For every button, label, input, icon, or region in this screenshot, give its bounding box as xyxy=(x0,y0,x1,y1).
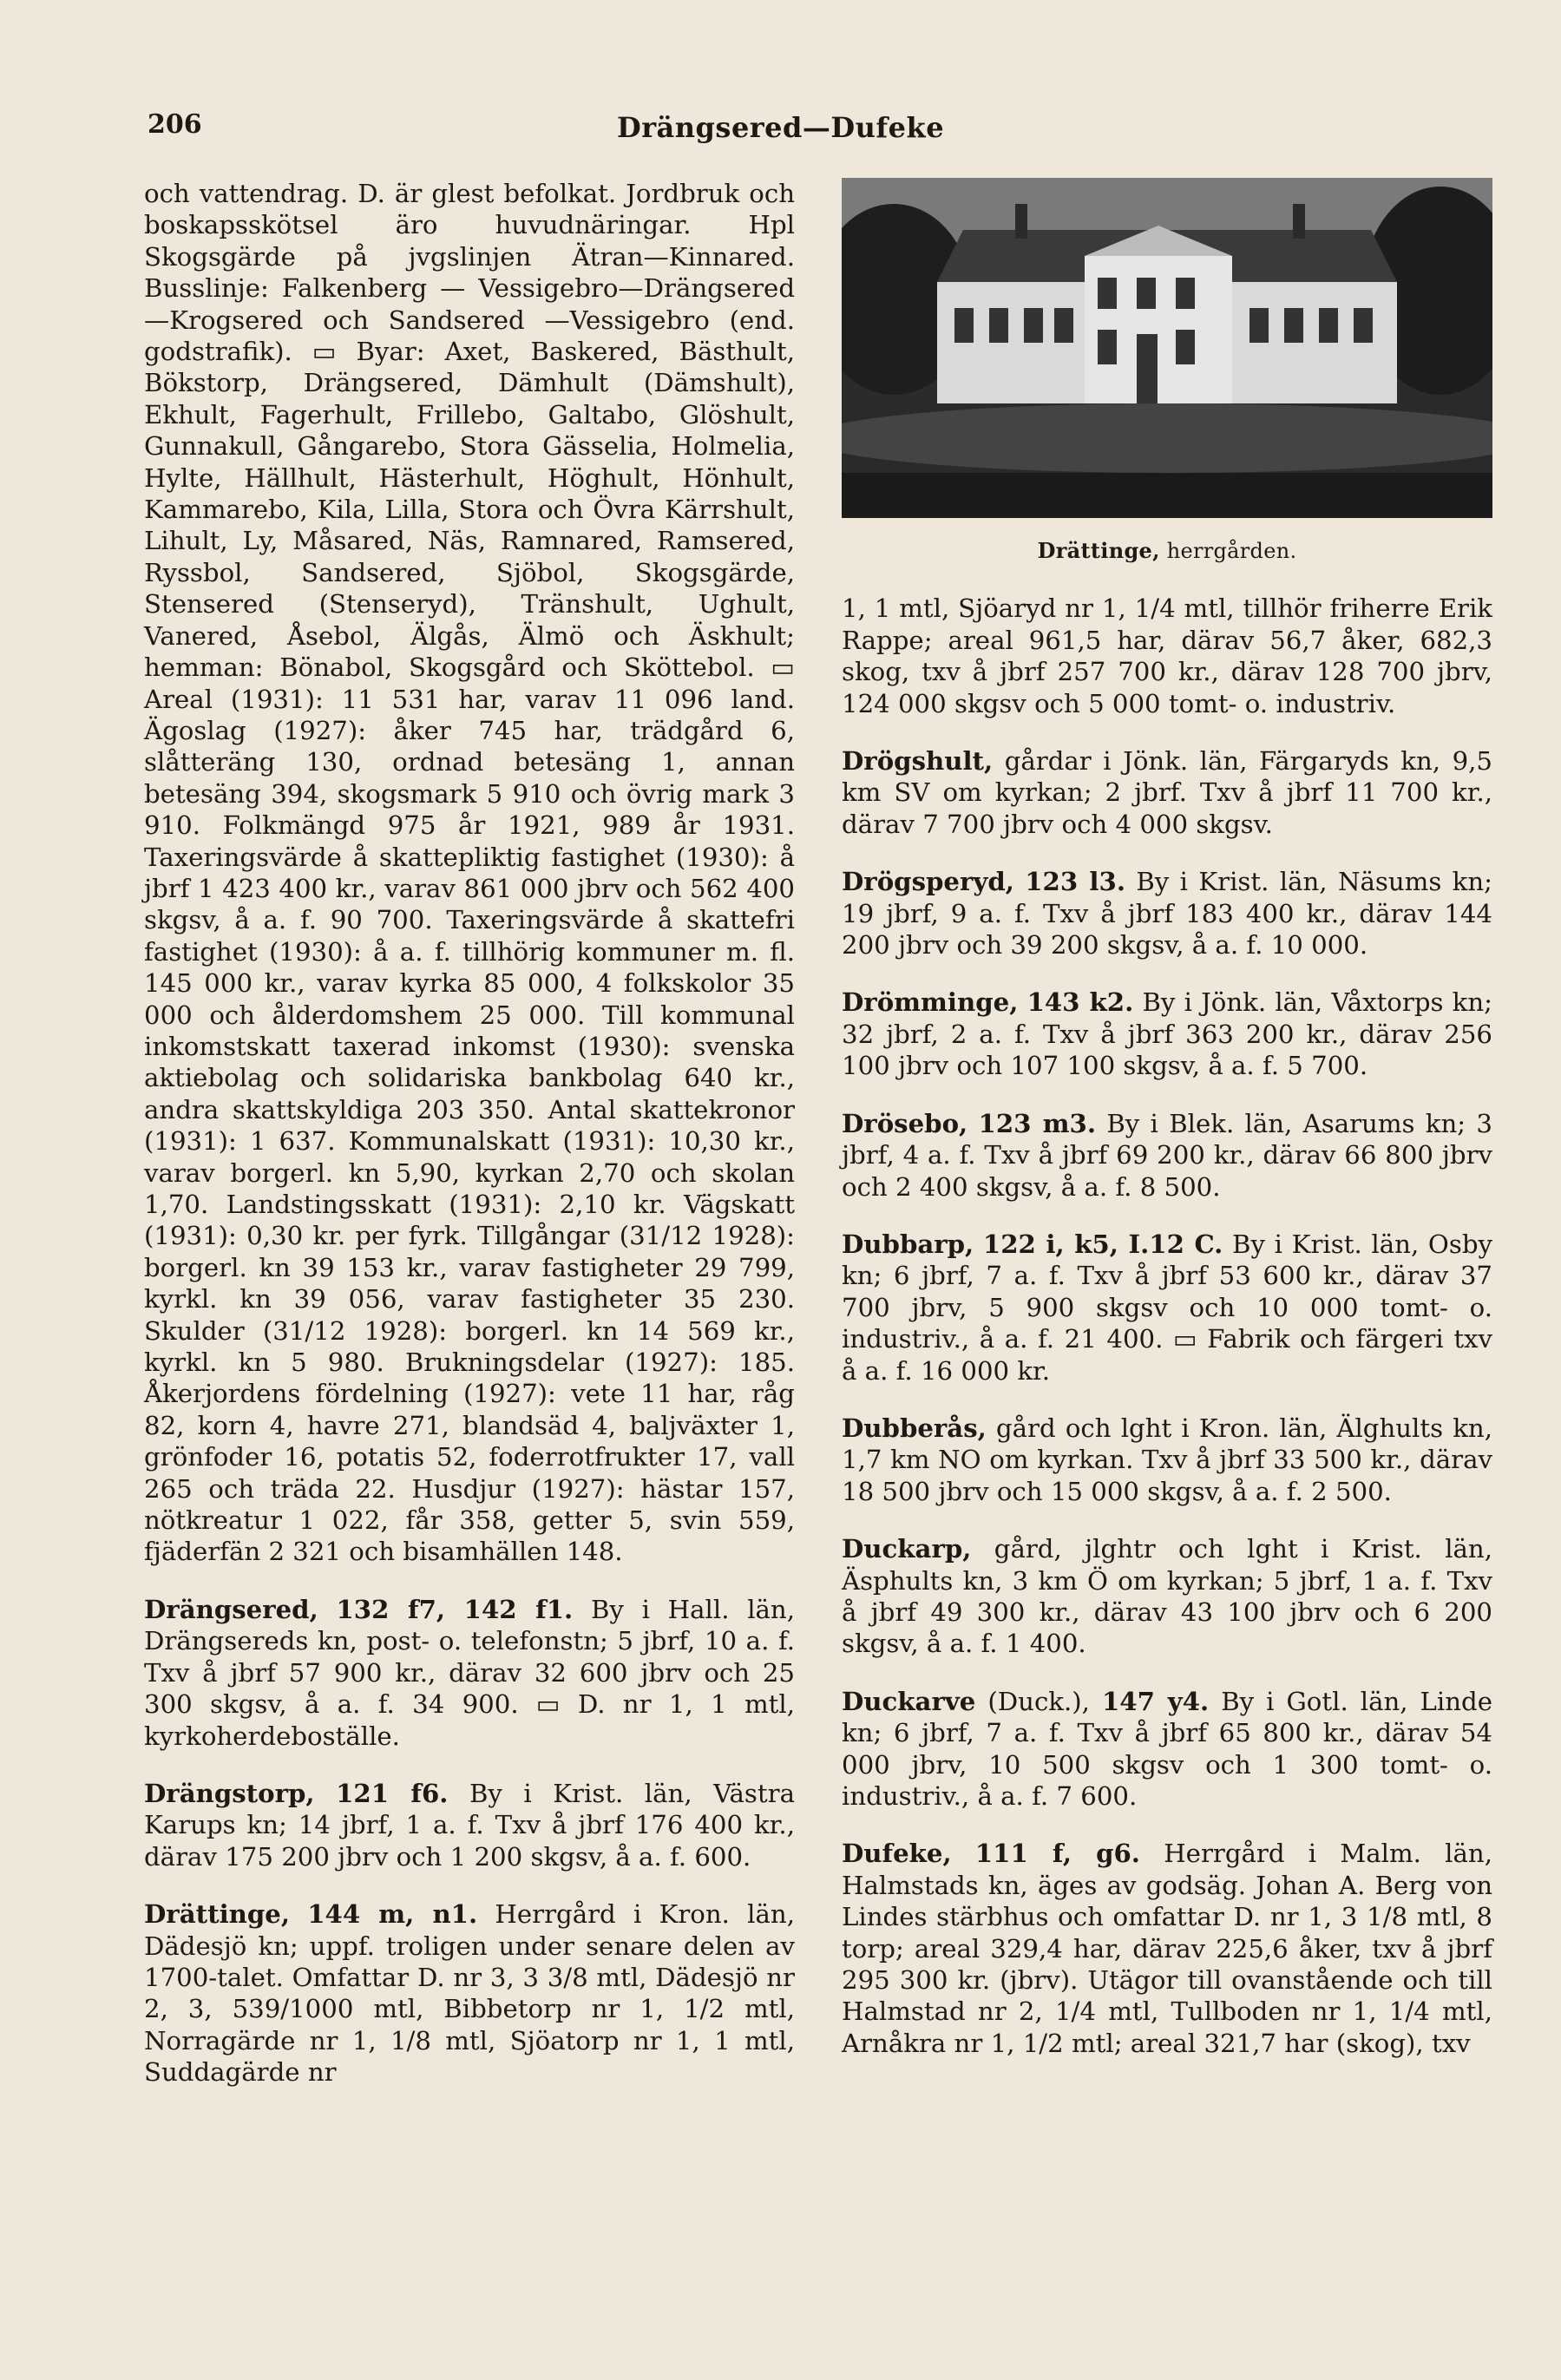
entry-headword: Dubbarp, xyxy=(842,1229,974,1259)
entry-abbrev: (Duck.), xyxy=(987,1686,1090,1716)
entry-text: gård, jlghtr och lght i Krist. län, Äsphults kn, 3 km Ö om kyrkan; 5 jbrf, 1 a. f. Txv å jbrf 49 300 kr., därav 43 100 jbrv och 6 200 skgsv, å a. f. 1 400. xyxy=(842,1534,1493,1659)
entry-map-ref: 122 i, k5, I.12 C. xyxy=(982,1229,1223,1259)
entry-text: By i Krist. län, Osby kn; 6 jbrf, 7 a. f. Txv å jbrf 53 600 kr., därav 37 700 jbrv, 5 900 skgsv och 10 000 tomt- o. industriv., å a. f. 21 400. ▭ Fabrik och färgeri txv å a. f. 16 000 kr. xyxy=(842,1229,1492,1386)
entry-headword: Drögsperyd, xyxy=(842,867,1014,897)
entry-headword: Drängsered, xyxy=(144,1594,318,1624)
entry-map-ref: 121 f6. xyxy=(336,1778,449,1808)
entry-map-ref: 143 k2. xyxy=(1026,987,1134,1018)
entry-text: gård och lght i Kron. län, Älghults kn, 1,7 km NO om kyrkan. Txv å jbrf 33 500 kr., därav 18 500 jbrv och 15 000 skgsv, å a. f. 2 500. xyxy=(842,1413,1493,1506)
entry-text: By i Gotl. län, Linde kn; 6 jbrf, 7 a. f. Txv å jbrf 65 800 kr., därav 54 000 jbrv, 10 500 skgsv och 1 300 tomt- o. industriv., å a. f. 7 600. xyxy=(842,1686,1493,1811)
entry-dubbarp xyxy=(842,1229,1492,1387)
entry-map-ref: 147 y4. xyxy=(1101,1686,1210,1716)
caption-text: herrgården. xyxy=(1166,539,1297,563)
entry-drogsperyd xyxy=(842,866,1492,961)
entry-duckarve xyxy=(842,1686,1492,1813)
entry-map-ref: 123 l3. xyxy=(1025,867,1125,897)
entry-drangsered xyxy=(144,1594,795,1752)
entry-text: By i Blek. län, Asarums kn; 3 jbrf, 4 a. f. Txv å jbrf 69 200 kr., därav 66 800 jbrv och 2 400 skgsv, å a. f. 8 500. xyxy=(842,1108,1493,1202)
entry-headword: Drömminge, xyxy=(842,987,1019,1018)
entry-drosebo xyxy=(842,1108,1492,1203)
page-number: 206 xyxy=(148,109,202,140)
manor-house-photo xyxy=(842,178,1492,518)
figure-drattinge xyxy=(842,178,1492,567)
entry-map-ref: 123 m3. xyxy=(978,1108,1096,1138)
entry-map-ref: 111 f, g6. xyxy=(974,1839,1140,1869)
entry-map-ref: 144 m, n1. xyxy=(307,1899,478,1930)
entry-headword: Duckarp, xyxy=(842,1534,972,1564)
entry-text: Herrgård i Malm. län, Halmstads kn, äges av godsäg. Johan A. Berg von Lindes stärbhus och omfattar D. nr 1, 3 1/8 mtl, 8 torp; areal 329,4 har, därav 225,6 åker, txv å jbrf 295 300 kr. (jbrv). Utägor till ovanstående och till Halmstad nr 2, 1/4 mtl, Tullboden nr 1, 1/4 mtl, Arnåkra nr 1, 1/2 mtl; areal 321,7 har (skog), txv xyxy=(842,1839,1492,2058)
figure-caption xyxy=(842,535,1492,567)
entry-headword: Dubberås, xyxy=(842,1413,987,1443)
left-column xyxy=(144,178,795,2088)
entry-headword: Drösebo, xyxy=(842,1108,968,1138)
entry-drangstorp xyxy=(144,1778,795,1872)
entry-map-ref: 132 f7, 142 f1. xyxy=(336,1594,574,1624)
entry-headword: Dufeke, xyxy=(842,1839,952,1869)
entry-drromminge xyxy=(842,987,1492,1081)
entry-text: By i Hall. län, Drängsereds kn, post- o. telefonstn; 5 jbrf, 10 a. f. Txv å jbrf 57 900 kr., därav 32 600 jbrv och 25 300 skgsv, å a. f. 34 900. ▭ D. nr 1, 1 mtl, kyrkoherdeboställe. xyxy=(144,1594,796,1751)
entry-drattinge-continued: 1, 1 mtl, Sjöaryd nr 1, 1/4 mtl, tillhör friherre Erik Rappe; areal 961,5 har, därav 56,7 åker, 682,3 skog, txv å jbrf 257 700 kr., därav 128 700 jbrv, 124 000 skgsv och 5 000 tomt- o. industriv. xyxy=(842,593,1492,718)
entry-headword: Duckarve xyxy=(842,1686,976,1716)
entry-headword: Drängstorp, xyxy=(144,1778,315,1808)
entry-dufeke xyxy=(842,1838,1492,2059)
entry-text: By i Krist. län, Västra Karups kn; 14 jbrf, 1 a. f. Txv å jbrf 176 400 kr., därav 175 200 jbrv och 1 200 skgsv, å a. f. 600. xyxy=(144,1778,795,1872)
entry-headword: Drögshult, xyxy=(842,746,994,777)
right-column xyxy=(842,178,1492,2059)
caption-name: Drättinge, xyxy=(1037,538,1160,563)
entry-duckarp xyxy=(842,1533,1492,1660)
entry-text: By i Jönk. län, Våxtorps kn; 32 jbrf, 2 a. f. Txv å jbrf 363 200 kr., därav 256 100 jbrv och 107 100 skgsv, å a. f. 5 700. xyxy=(842,987,1492,1081)
entry-drattinge xyxy=(144,1898,795,2088)
running-title: Drängsered—Dufeke xyxy=(616,111,945,144)
entry-text: By i Krist. län, Näsums kn; 19 jbrf, 9 a. f. Txv å jbrf 183 400 kr., därav 144 200 jbrv och 39 200 skgsv, å a. f. 10 000. xyxy=(842,867,1492,961)
paragraph-drangsered-parish: och vattendrag. D. är glest befolkat. Jordbruk och boskapsskötsel äro huvudnäringar. Hpl Skogsgärde på jvgslinjen Ätran—Kinnared. Busslinje: Falkenberg — Vessigebro—Drängsered—Krogsered och Sandsered —Vessigebro (end. godstrafik). ▭ Byar: Axet, Baskered, Bästhult, Bökstorp, Drängsered, Dämhult (Dämshult), Ekhult, Fagerhult, Frillebo, Galtabo, Glöshult, Gunnakull, Gångarebo, Stora Gässelia, Holmelia, Hylte, Hällhult, Hästerhult, Höghult, Hönhult, Kammarebo, Kila, Lilla, Stora och Övra Kärrshult, Lihult, Ly, Måsared, Näs, Ramnared, Ramsered, Ryssbol, Sandsered, Sjöbol, Skogsgärde, Stensered (Stenseryd), Tränshult, Ughult, Vanered, Åsebol, Älgås, Älmö och Äskhult; hemman: Bönabol, Skogsgård och Sköttebol. ▭ Areal (1931): 11 531 har, varav 11 096 land. Ägoslag (1927): åker 745 har, trädgård 6, slåtteräng 130, ordnad betesäng 1, annan betesäng 394, skogsmark 5 910 och övrig mark 3 910. Folkmängd 975 år 1921, 989 år 1931. Taxeringsvärde å skattepliktig fastighet (1930): å jbrf 1 423 400 kr., varav 861 000 jbrv och 562 400 skgsv, å a. f. 90 700. Taxeringsvärde å skattefri fastighet (1930): å a. f. tillhörig kommuner m. fl. 145 000 kr., varav kyrka 85 000, 4 folkskolor 35 000 och ålderdomshem 25 000. Till kommunal inkomstskatt taxerad inkomst (1930): svenska aktiebolag och solidariska bankbolag 640 kr., andra skattskyldiga 203 350. Antal skattekronor (1931): 1 637. Kommunalskatt (1931): 10,30 kr., varav borgerl. kn 5,90, kyrkan 2,70 och skolan 1,70. Landstingsskatt (1931): 2,10 kr. Vägskatt (1931): 0,30 kr. per fyrk. Tillgångar (31/12 1928): borgerl. kn 39 153 kr., varav fastigheter 29 799, kyrkl. kn 39 056, varav fastigheter 35 230. Skulder (31/12 1928): borgerl. kn 14 569 kr., kyrkl. kn 5 980. Brukningsdelar (1927): 185. Åkerjordens fördelning (1927): vete 11 har, råg 82, korn 4, havre 271, blandsäd 4, baljväxter 1, grönfoder 16, potatis 52, foderrotfrukter 17, vall 265 och träda 22. Husdjur (1927): hästar 157, nötkreatur 1 022, får 358, getter 5, svin 559, fjäderfän 2 321 och bisamhällen 148. xyxy=(144,179,795,1567)
entry-headword: Drättinge, xyxy=(144,1899,291,1930)
entry-drogshult xyxy=(842,745,1492,840)
entry-text: gårdar i Jönk. län, Färgaryds kn, 9,5 km SV om kyrkan; 2 jbrf. Txv å jbrf 11 700 kr., därav 7 700 jbrv och 4 000 skgsv. xyxy=(842,746,1492,839)
entry-text: Herrgård i Kron. län, Dädesjö kn; uppf. troligen under senare delen av 1700-talet. Omfattar D. nr 3, 3 3/8 mtl, Dädesjö nr 2, 3, 539/1000 mtl, Bibbetorp nr 1, 1/2 mtl, Norragärde nr 1, 1/8 mtl, Sjöatorp nr 1, 1 mtl, Suddagärde nr xyxy=(144,1899,795,2088)
entry-dubberas xyxy=(842,1413,1492,1507)
